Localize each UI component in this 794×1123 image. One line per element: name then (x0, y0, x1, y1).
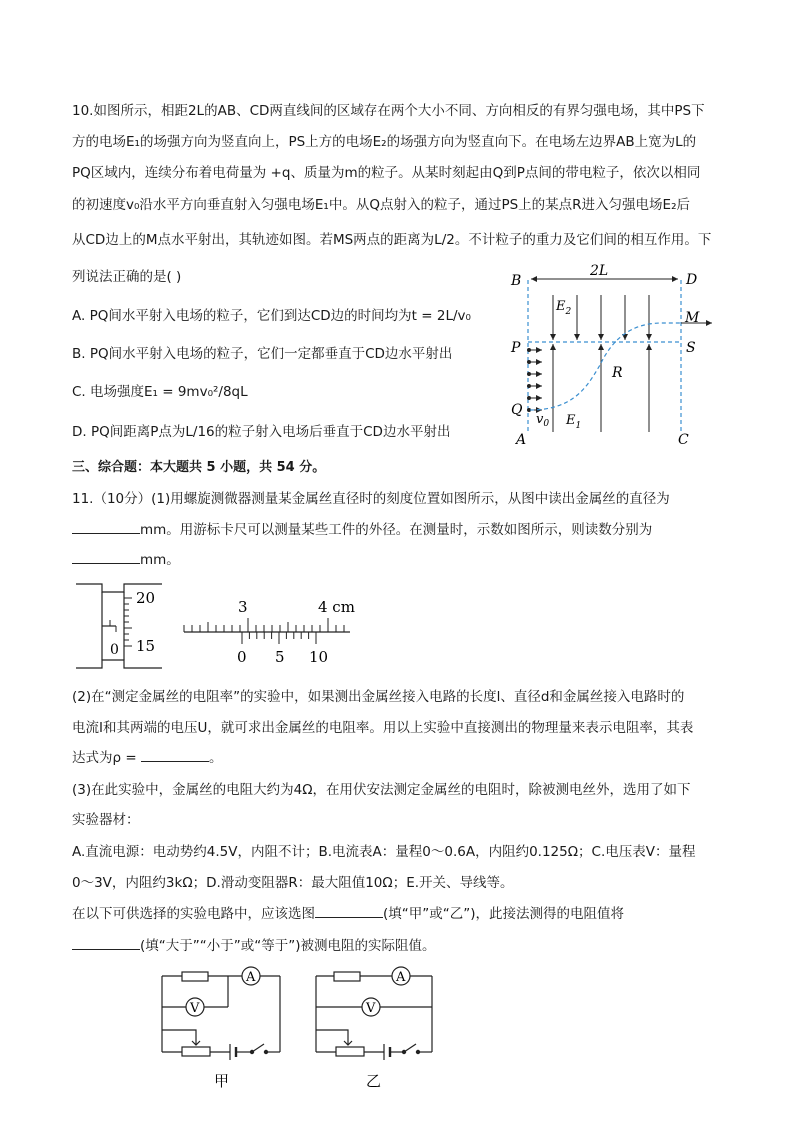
label-r: R (612, 365, 623, 381)
circuit-diagrams (150, 962, 450, 1092)
label-e2: $E_2$ (556, 299, 572, 317)
label-p: P (511, 340, 521, 356)
q11-part3-line-1: (3)在此实验中，金属丝的电阻大约为4Ω，在用伏安法测定金属丝的电阻时，除被测电丝外，选用了如下 (72, 782, 691, 798)
q11-part3-line-2: 实验器材： (72, 812, 140, 828)
micrometer-tick-20: 20 (136, 589, 156, 607)
q11-part3-line-5: 在以下可供选择的实验电路中，应该选图 (填“甲”或“乙”)，此接法测得的电阻值将 (72, 902, 624, 922)
label-b: B (511, 273, 522, 289)
q10-line-6: 列说法正确的是( ) (72, 269, 182, 285)
q11-line-2: mm。用游标卡尺可以测量某些工件的外径。在测量时，示数如图所示，则读数分别为 (72, 518, 652, 538)
caliper-vernier-0: 0 (237, 648, 247, 666)
caliper-vernier-scale (242, 632, 316, 644)
q11-part3-line-4: 0～3V，内阻约3kΩ；D.滑动变阻器R：最大阻值10Ω；E.开关、导线等。 (72, 875, 514, 891)
ammeter-left-label: A (246, 970, 256, 985)
micrometer-tick-15: 15 (136, 637, 156, 655)
q11-part2-line-2: 电流I和其两端的电压U，就可求出金属丝的电阻率。用以上实验中直接测出的物理量来表示电阻率，其表 (72, 720, 694, 736)
label-s: S (686, 340, 696, 356)
circuit-right-caption: 乙 (366, 1072, 382, 1090)
caliper-main-4cm: 4 cm (318, 598, 355, 616)
particle-arrows (531, 350, 542, 410)
voltmeter-left-label: V (190, 1001, 200, 1016)
q11-line-3: mm。 (72, 548, 180, 568)
micrometer-tick-0: 0 (110, 642, 119, 658)
q11-part2-line-3: 达式为ρ = 。 (72, 746, 222, 766)
q10-line-3: PQ区域内，连续分布着电荷量为 +q、质量为m的粒子。从某时刻起由Q到P点间的带电粒子，依次以相同 (72, 165, 701, 181)
label-d: D (686, 272, 698, 288)
q10-option-c: C. 电场强度E₁ = 9mv₀²/8qL (72, 384, 248, 400)
label-q: Q (511, 402, 523, 418)
circuit-left (162, 967, 280, 1060)
q10-line-1: 10.如图所示，相距2L的AB、CD两直线间的区域存在两个大小不同、方向相反的有界匀强电场，其中PS下 (72, 103, 705, 119)
label-2l: 2L (590, 263, 609, 279)
q10-option-b: B. PQ间水平射入电场的粒子，它们一定都垂直于CD边水平射出 (72, 346, 453, 362)
label-e1: $E_1$ (566, 413, 582, 431)
field-e2-lines (553, 295, 649, 340)
answer-blank-resistivity[interactable] (141, 747, 209, 762)
caliper-main-3: 3 (238, 598, 248, 616)
q10-line-5: 从CD边上的M点水平射出，其轨迹如图。若MS两点的距离为L/2。不计粒子的重力及它们间的相互作用。下 (72, 232, 712, 248)
ammeter-right-label: A (396, 970, 406, 985)
label-v0: $v_0$ (536, 412, 550, 429)
q10-field-figure (500, 262, 730, 452)
section-heading: 三、综合题：本大题共 5 小题，共 54 分。 (72, 460, 326, 475)
q11-line-1: 11.（10分）(1)用螺旋测微器测量某金属丝直径时的刻度位置如图所示，从图中读出金属丝的直径为 (72, 491, 670, 507)
q11-part2-line-1: (2)在“测定金属丝的电阻率”的实验中，如果测出金属丝接入电路的长度l、直径d和金属丝接入电路时的 (72, 689, 685, 705)
q11-part3-line-6: (填“大于”“小于”或“等于”)被测电阻的实际阻值。 (72, 934, 436, 954)
caliper-vernier-10: 10 (309, 648, 329, 666)
caliper-vernier-5: 5 (275, 648, 285, 666)
circuit-left-caption: 甲 (214, 1072, 230, 1090)
answer-blank-micrometer[interactable] (72, 519, 140, 534)
answer-blank-comparison[interactable] (72, 935, 140, 950)
answer-blank-circuit-choice[interactable] (315, 903, 383, 918)
micrometer-figure (72, 580, 172, 672)
answer-blank-caliper[interactable] (72, 549, 140, 564)
q10-line-2: 方的电场E₁的场强方向为竖直向上，PS上方的电场E₂的场强方向为竖直向下。在电场左边界AB上宽为L的 (72, 134, 697, 150)
q11-part3-line-3: A.直流电源：电动势约4.5V，内阻不计；B.电流表A：量程0～0.6A，内阻约0.125Ω；C.电压表V：量程 (72, 844, 696, 860)
label-a: A (516, 432, 527, 448)
caliper-main-scale (184, 618, 344, 632)
caliper-figure (178, 590, 368, 672)
voltmeter-right-label: V (366, 1001, 376, 1016)
label-c: C (678, 432, 689, 448)
q10-option-d: D. PQ间距离P点为L/16的粒子射入电场后垂直于CD边水平射出 (72, 424, 451, 440)
q10-option-a: A. PQ间水平射入电场的粒子，它们到达CD边的时间均为t = 2L/v₀ (72, 308, 471, 324)
label-m: M (685, 310, 700, 326)
q10-line-4: 的初速度v₀沿水平方向垂直射入匀强电场E₁中。从Q点射入的粒子，通过PS上的某点R进入匀强电场E₂后 (72, 197, 690, 213)
